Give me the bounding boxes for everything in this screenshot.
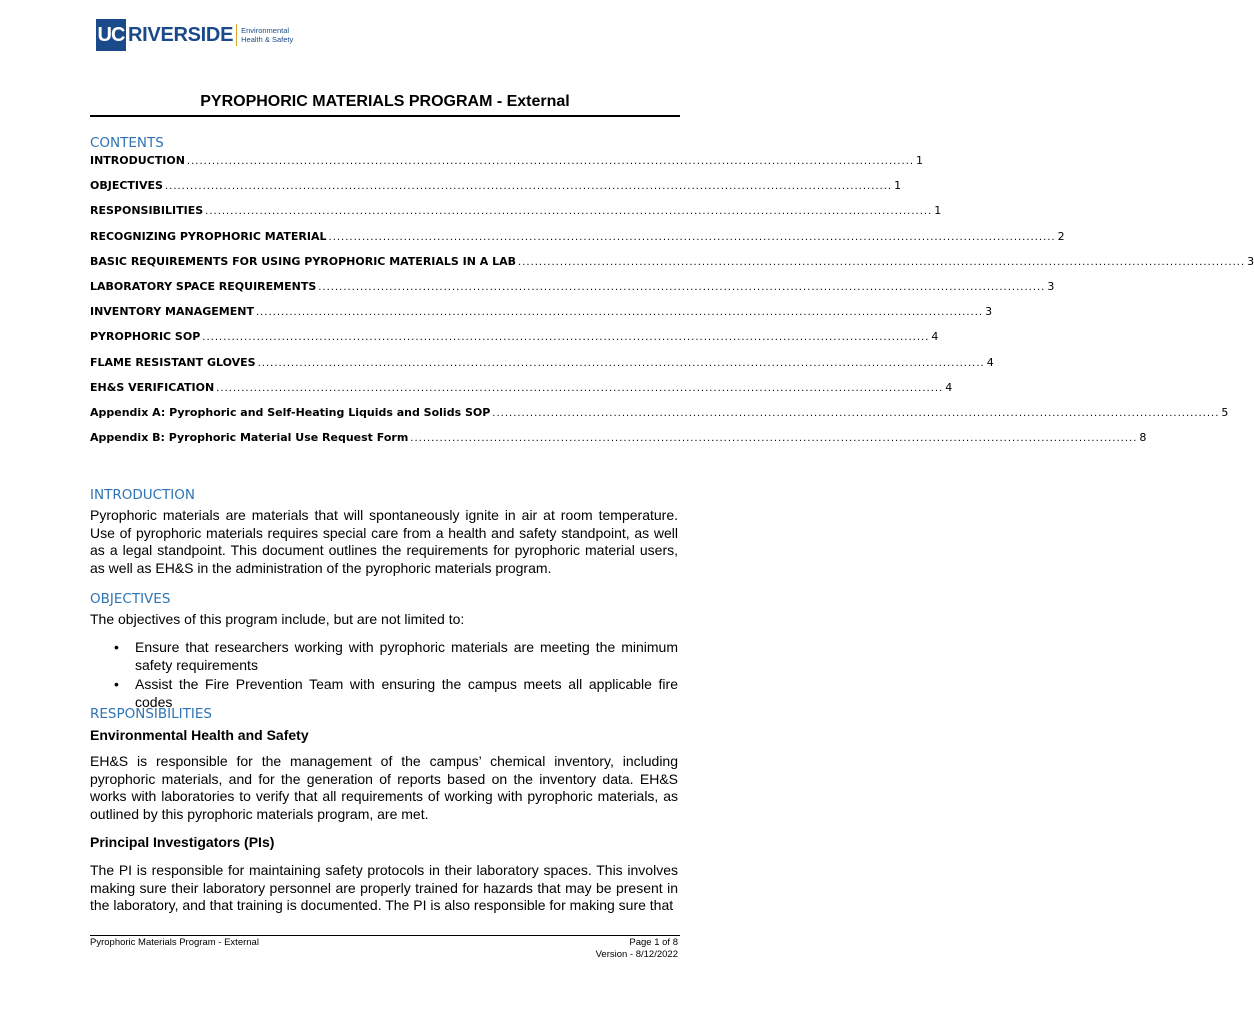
toc-entry[interactable] [90,154,924,179]
table-of-contents [90,154,1254,456]
toc-page: 3 [1047,279,1055,293]
list-item [90,639,678,674]
toc-entry[interactable] [90,355,994,381]
logo-subtitle [241,26,293,44]
toc-leader: .............................................................................................................................................................................. [202,332,930,344]
toc-label: INTRODUCTION [90,154,185,167]
footer-version: Version - 8/12/2022 [595,949,678,960]
bullet-icon: • [114,639,119,655]
logo-uc-block: UC [96,19,126,51]
toc-leader: .............................................................................................................................................................................. [257,357,985,369]
toc-page: 1 [894,179,902,193]
toc-leader: .............................................................................................................................................................................. [164,181,893,193]
toc-label: INVENTORY MANAGEMENT [90,305,254,319]
toc-entry[interactable] [90,279,1055,305]
toc-entry[interactable] [90,179,902,204]
toc-label: OBJECTIVES [90,179,163,193]
toc-label: FLAME RESISTANT GLOVES [90,355,256,369]
toc-page: 1 [934,204,942,218]
toc-leader: .............................................................................................................................................................................. [186,156,915,167]
logo-riverside-text: RIVERSIDE [128,23,234,46]
toc-page: 4 [986,355,994,369]
toc-label: PYROPHORIC SOP [90,330,201,344]
ehs-subheading: Environmental Health and Safety [90,727,309,743]
toc-entry[interactable] [90,380,953,406]
list-item-text: Assist the Fire Prevention Team with ensuring the campus meets all applicable fire codes [135,676,678,711]
toc-label: LABORATORY SPACE REQUIREMENTS [90,279,317,293]
toc-label: BASIC REQUIREMENTS FOR USING PYROPHORIC MATERIALS IN A LAB [90,254,517,268]
uc-riverside-logo [96,18,293,52]
document-title: PYROPHORIC MATERIALS PROGRAM - External [200,93,570,110]
logo-subtitle-line1: Environmental [241,26,290,35]
introduction-heading: INTRODUCTION [90,487,195,503]
footer-document-name: Pyrophoric Materials Program - External [90,937,259,948]
toc-label: Appendix B: Pyrophoric Material Use Request Form [90,431,409,445]
list-item-text: Ensure that researchers working with pyrophoric materials are meeting the minimum safety requirements [135,639,678,673]
footer-rule [90,935,680,936]
toc-entry[interactable] [90,204,942,229]
toc-label: Appendix A: Pyrophoric and Self-Heating Liquids and Solids SOP [90,405,491,419]
toc-leader: .............................................................................................................................................................................. [410,433,1138,445]
toc-page: 3 [1247,254,1254,268]
toc-entry[interactable] [90,330,939,355]
footer-page-number: Page 1 of 8 [629,937,678,948]
toc-label: RESPONSIBILITIES [90,204,204,218]
responsibilities-heading: RESPONSIBILITIES [90,706,212,722]
toc-page: 8 [1139,431,1147,445]
contents-heading: CONTENTS [90,135,164,151]
toc-leader: .............................................................................................................................................................................. [518,256,1246,268]
toc-leader: .............................................................................................................................................................................. [255,307,984,319]
title-rule [90,115,680,117]
toc-page: 2 [1057,229,1065,243]
pi-paragraph: The PI is responsible for maintaining safety protocols in their laboratory spaces. This involves making sure their laboratory personnel are properly trained for hazards that may be present in the laboratory, and that training is documented. The PI is also responsible for making sure that [90,862,678,914]
toc-entry[interactable] [90,431,1147,456]
logo-subtitle-line2: Health & Safety [241,35,294,44]
bullet-icon: • [114,676,119,693]
objectives-intro: The objectives of this program include, but are not limited to: [90,611,465,627]
toc-page: 1 [916,154,924,167]
toc-label: EH&S VERIFICATION [90,380,215,394]
toc-leader: .............................................................................................................................................................................. [205,206,933,218]
toc-entry[interactable] [90,305,993,330]
logo-divider [236,24,237,46]
toc-entry[interactable] [90,405,1229,431]
toc-page: 3 [985,305,993,319]
pi-subheading: Principal Investigators (PIs) [90,834,275,850]
ehs-paragraph: EH&S is responsible for the management of the campus’ chemical inventory, including pyrophoric materials, and for the generation of reports based on the inventory data. EH&S works with laboratories to verify that all requirements of working with pyrophoric materials, as outlined by this pyrophoric materials program, are met. [90,753,678,823]
toc-page: 4 [931,330,939,344]
footer-page-info [596,937,678,961]
toc-page: 4 [945,380,953,394]
toc-leader: .............................................................................................................................................................................. [318,281,1046,293]
objectives-list [90,639,678,714]
toc-leader: .............................................................................................................................................................................. [216,382,944,394]
objectives-heading: OBJECTIVES [90,591,171,607]
toc-page: 5 [1221,405,1229,419]
toc-leader: .............................................................................................................................................................................. [328,231,1056,243]
toc-entry[interactable] [90,229,1065,255]
toc-label: RECOGNIZING PYROPHORIC MATERIAL [90,229,327,243]
toc-leader: .............................................................................................................................................................................. [492,407,1220,419]
introduction-paragraph: Pyrophoric materials are materials that will spontaneously ignite in air at room temperature. Use of pyrophoric materials requires special care from a health and safety standpoint, as well as a legal standpoint. This document outlines the requirements for pyrophoric material users, as well as EH&S in the administration of the pyrophoric materials program. [90,507,678,577]
toc-entry[interactable] [90,254,1254,280]
